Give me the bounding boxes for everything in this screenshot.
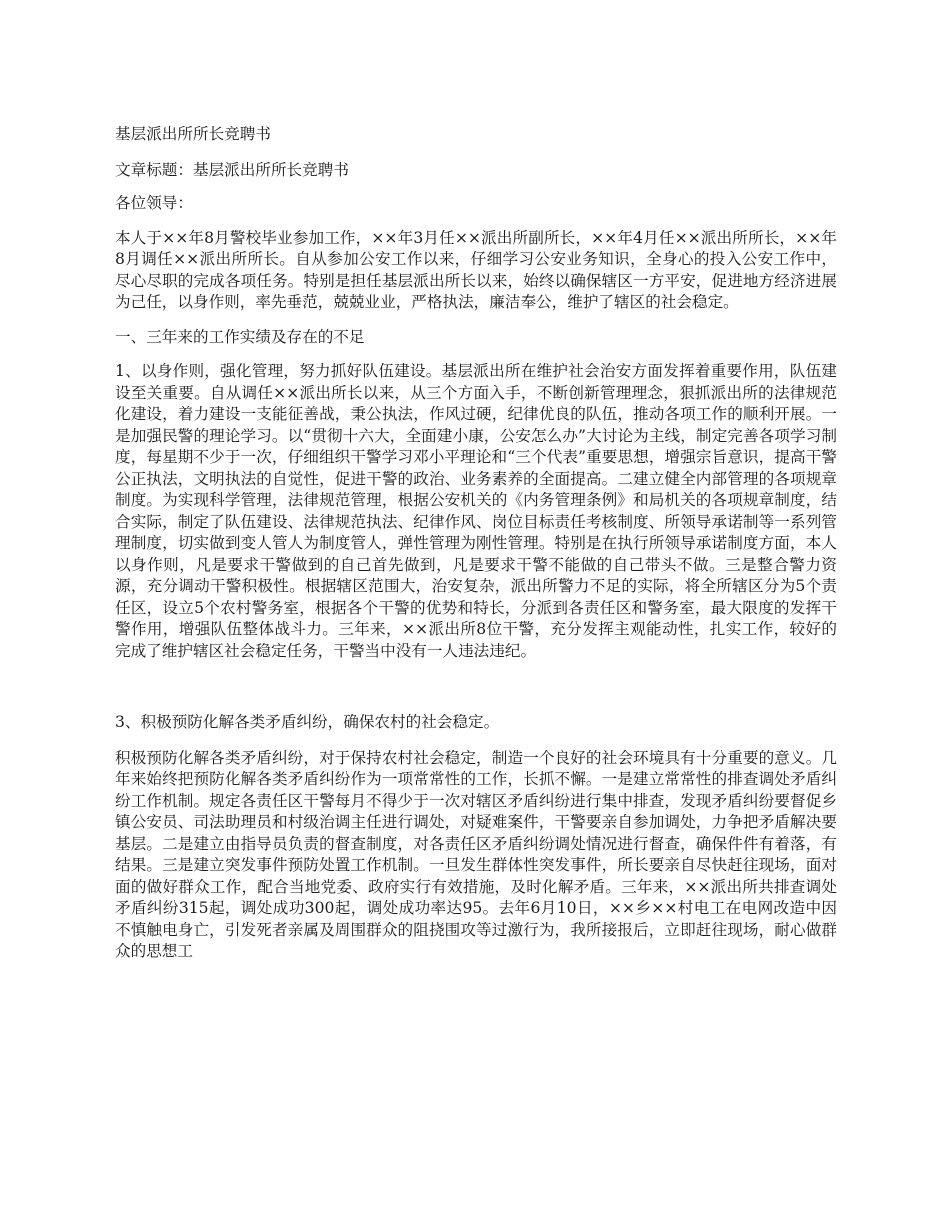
article-title: 文章标题：基层派出所所长竞聘书 — [115, 160, 349, 179]
intro-paragraph: 本人于××年8月警校毕业参加工作，××年3月任××派出所副所长，××年4月任××派出所所长，××年8月调任××派出所所长。自从参加公安工作以来，仔细学习公安业务知识，全身心的投入公安工作中，尽心尽职的完成各项任务。特别是担任基层派出所长以来，始终以确保辖区一方平安，促进地方经济进展为己任，以身作则，率先垂范，兢兢业业，严格执法，廉洁奉公，维护了辖区的社会稳定。 — [115, 228, 837, 311]
body-paragraph-1: 1、以身作则，强化管理，努力抓好队伍建设。基层派出所在维护社会治安方面发挥着重要作用，队伍建设至关重要。自从调任××派出所长以来，从三个方面入手，不断创新管理理念，狠抓派出所的法律规范化建设，着力建设一支能征善战，秉公执法，作风过硬，纪律优良的队伍，推动各项工作的顺利开展。一是加强民警的理论学习。以“贯彻十六大，全面建小康，公安怎么办”大讨论为主线，制定完善各项学习制度，每星期不少于一次，仔细组织干警学习邓小平理论和“三个代表”重要思想，增强宗旨意识，提高干警公正执法，文明执法的自觉性，促进干警的政治、业务素养的全面提高。二建立健全内部管理的各项规章制度。为实现科学管理，法律规范管理，根据公安机关的《内务管理条例》和局机关的各项规章制度，结合实际，制定了队伍建设、法律规范执法、纪律作风、岗位目标责任考核制度、所领导承诺制等一系列管理制度，切实做到变人管人为制度管人，弹性管理为刚性管理。特别是在执行所领导承诺制度方面，本人以身作则，凡是要求干警做到的自己首先做到，凡是要求干警不能做的自己带头不做。三是整合警力资源，充分调动干警积极性。根据辖区范围大，治安复杂，派出所警力不足的实际，将全所辖区分为5个责任区，设立5个农村警务室，根据各个干警的优势和特长，分派到各责任区和警务室，最大限度的发挥干警作用，增强队伍整体战斗力。三年来，××派出所8位干警，充分发挥主观能动性，扎实工作，较好的完成了维护辖区社会稳定任务，干警当中没有一人违法违纪。 — [115, 362, 837, 660]
body-paragraph-3: 积极预防化解各类矛盾纠纷，对于保持农村社会稳定，制造一个良好的社会环境具有十分重要的意义。几年来始终把预防化解各类矛盾纠纷作为一项常常性的工作，长抓不懈。一是建立常常性的排查调处矛盾纠纷工作机制。规定各责任区干警每月不得少于一次对辖区矛盾纠纷进行集中排查，发现矛盾纠纷要督促乡镇公安员、司法助理员和村级治调主任进行调处，对疑难案件，干警要亲自参加调处，力争把矛盾解决要基层。二是建立由指导员负责的督查制度，对各责任区矛盾纠纷调处情况进行督查，确保件件有着落，有结果。三是建立突发事件预防处置工作机制。一旦发生群体性突发事件，所长要亲自尽快赶往现场，面对面的做好群众工作，配合当地党委、政府实行有效措施，及时化解矛盾。三年来，××派出所共排查调处矛盾纠纷315起，调处成功300起，调处成功率达95。去年6月10日，××乡××村电工在电网改造中因不慎触电身亡，引发死者亲属及周围群众的阻挠围攻等过激行为，我所接报后，立即赶往现场，耐心做群众的思想工 — [115, 748, 837, 960]
section-heading: 一、三年来的工作实绩及存在的不足 — [115, 327, 365, 346]
salutation: 各位领导： — [115, 194, 193, 212]
document-title: 基层派出所所长竞聘书 — [115, 125, 271, 143]
subheading-3: 3、积极预防化解各类矛盾纠纷，确保农村的社会稳定。 — [115, 713, 500, 731]
document-page — [115, 124, 837, 963]
